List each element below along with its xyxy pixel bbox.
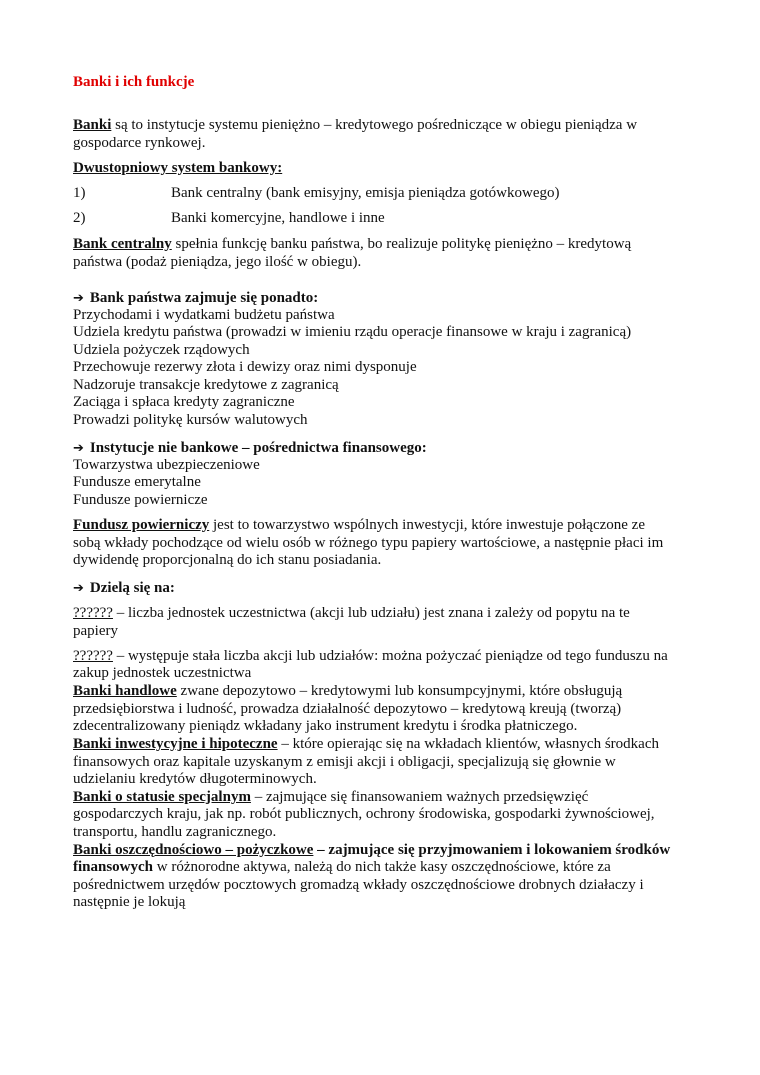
fund-type-2-line-1 xyxy=(73,648,668,666)
divide-heading xyxy=(73,580,175,598)
intro-line-1 xyxy=(73,117,637,135)
list-item: Zaciąga i spłaca kredyty zagraniczne xyxy=(73,394,295,410)
savings-bold-1: – zajmujące się przyjmowaniem i lokowaniem środków xyxy=(313,842,671,858)
non-bank-heading xyxy=(73,440,427,458)
fund-type-1-line-2: papiery xyxy=(73,623,118,639)
fund-type-2-line-2: zakup jednostek uczestnictwa xyxy=(73,665,252,681)
term-banki-specjalne: Banki o statusie specjalnym xyxy=(73,789,251,805)
list-item: Fundusze emerytalne xyxy=(73,474,201,490)
central-bank-text-1: spełnia funkcję banku państwa, bo realizuje politykę pieniężno – kredytową xyxy=(171,236,632,252)
list-item: Udziela pożyczek rządowych xyxy=(73,342,250,358)
two-tier-heading: Dwustopniowy system bankowy: xyxy=(73,160,283,176)
term-banki-handlowe: Banki handlowe xyxy=(73,683,177,699)
term-banki-oszczednosciowe: Banki oszczędnościowo – pożyczkowe xyxy=(73,842,314,858)
term-banki: Banki xyxy=(73,117,112,133)
trust-fund-line-2: sobą wkłady pochodzące od wielu osób w różnego typu papiery wartościowe, a następnie płaci im xyxy=(73,535,664,551)
arrow-right-icon: ➔ xyxy=(73,291,84,306)
arrow-right-icon: ➔ xyxy=(73,581,84,596)
term-unknown-1: ?????? xyxy=(73,605,113,621)
item-text: Bank centralny (bank emisyjny, emisja pieniądza gotówkowego) xyxy=(171,185,560,201)
intro-line-2: gospodarce rynkowej. xyxy=(73,135,206,151)
state-bank-heading-text: Bank państwa zajmuje się ponadto: xyxy=(89,290,319,306)
savings-bold-2: finansowych xyxy=(73,859,154,875)
trust-fund-text-1: jest to towarzystwo wspólnych inwestycji, które inwestuje połączone ze xyxy=(209,517,645,533)
list-item: Przechowuje rezerwy złota i dewizy oraz nimi dysponuje xyxy=(73,359,417,375)
savings-line-3: pośrednictwem urzędów pocztowych gromadzą wkłady oszczędnościowe drobnych działaczy i xyxy=(73,877,644,893)
commercial-text-1: zwane depozytowo – kredytowymi lub konsumpcyjnymi, które obsługują xyxy=(176,683,623,699)
central-bank-line-2: państwa (podaż pieniądza, jego ilość w obiegu). xyxy=(73,254,362,270)
fund-type-1-line-1 xyxy=(73,605,630,623)
commercial-line-1 xyxy=(73,683,622,701)
savings-text-2: w różnorodne aktywa, należą do nich także kasy oszczędnościowe, które za xyxy=(153,859,611,875)
item-number: 1) xyxy=(73,185,86,201)
arrow-right-icon: ➔ xyxy=(73,441,84,456)
special-line-2: gospodarczych kraju, jak np. robót publicznych, ochrony środowiska, gospodarki żywnościowej, xyxy=(73,806,655,822)
list-item: Towarzystwa ubezpieczeniowe xyxy=(73,457,260,473)
special-line-3: transportu, handlu zagranicznego. xyxy=(73,824,277,840)
commercial-line-3: zdecentralizowany pieniądz wkładany jako instrument kredytu i środka płatniczego. xyxy=(73,718,578,734)
divide-heading-text: Dzielą się na: xyxy=(89,580,175,596)
intro-text-1: są to instytucje systemu pieniężno – kredytowego pośredniczące w obiegu pieniądza w xyxy=(111,117,638,133)
term-banki-inwestycyjne: Banki inwestycyjne i hipoteczne xyxy=(73,736,278,752)
term-bank-centralny: Bank centralny xyxy=(73,236,172,252)
non-bank-heading-text: Instytucje nie bankowe – pośrednictwa finansowego: xyxy=(89,440,427,456)
trust-fund-line-3: dywidendę proporcjonalną do ich stanu posiadania. xyxy=(73,552,382,568)
savings-line-2 xyxy=(73,859,611,877)
investment-line-3: udzielaniu kredytów długoterminowych. xyxy=(73,771,317,787)
central-bank-line-1 xyxy=(73,236,631,254)
term-unknown-2: ?????? xyxy=(73,648,113,664)
list-item: Przychodami i wydatkami budżetu państwa xyxy=(73,307,335,323)
investment-line-1 xyxy=(73,736,659,754)
list-item: Prowadzi politykę kursów walutowych xyxy=(73,412,308,428)
item-number: 2) xyxy=(73,210,86,226)
savings-line-1 xyxy=(73,842,670,860)
trust-fund-line-1 xyxy=(73,517,645,535)
commercial-line-2: przedsiębiorstwa i ludność, prowadza działalność depozytowo – kredytową kreują (tworzą) xyxy=(73,701,622,717)
special-text-1: – zajmujące się finansowaniem ważnych przedsięwzięć xyxy=(250,789,589,805)
state-bank-heading xyxy=(73,290,318,308)
list-item: Nadzoruje transakcje kredytowe z zagranicą xyxy=(73,377,339,393)
page-title: Banki i ich funkcje xyxy=(73,74,195,90)
list-item: Fundusze powiernicze xyxy=(73,492,208,508)
fund-type-1-text-1: – liczba jednostek uczestnictwa (akcji lub udziału) jest znana i zależy od popytu na te xyxy=(112,605,630,621)
savings-line-4: następnie je lokują xyxy=(73,894,186,910)
list-item: Udziela kredytu państwa (prowadzi w imieniu rządu operacje finansowe w kraju i zagranicą) xyxy=(73,324,632,340)
fund-type-2-text-1: – występuje stała liczba akcji lub udziałów: można pożyczać pieniądze od tego funduszu na xyxy=(112,648,668,664)
item-text: Banki komercyjne, handlowe i inne xyxy=(171,210,385,226)
investment-text-1: – które opierając się na wkładach klientów, własnych środkach xyxy=(277,736,659,752)
term-fundusz-powierniczy: Fundusz powierniczy xyxy=(73,517,210,533)
special-line-1 xyxy=(73,789,588,807)
investment-line-2: finansowych oraz kapitale uzyskanym z emisji akcji i obligacji, specjalizują się głownie w xyxy=(73,754,616,770)
